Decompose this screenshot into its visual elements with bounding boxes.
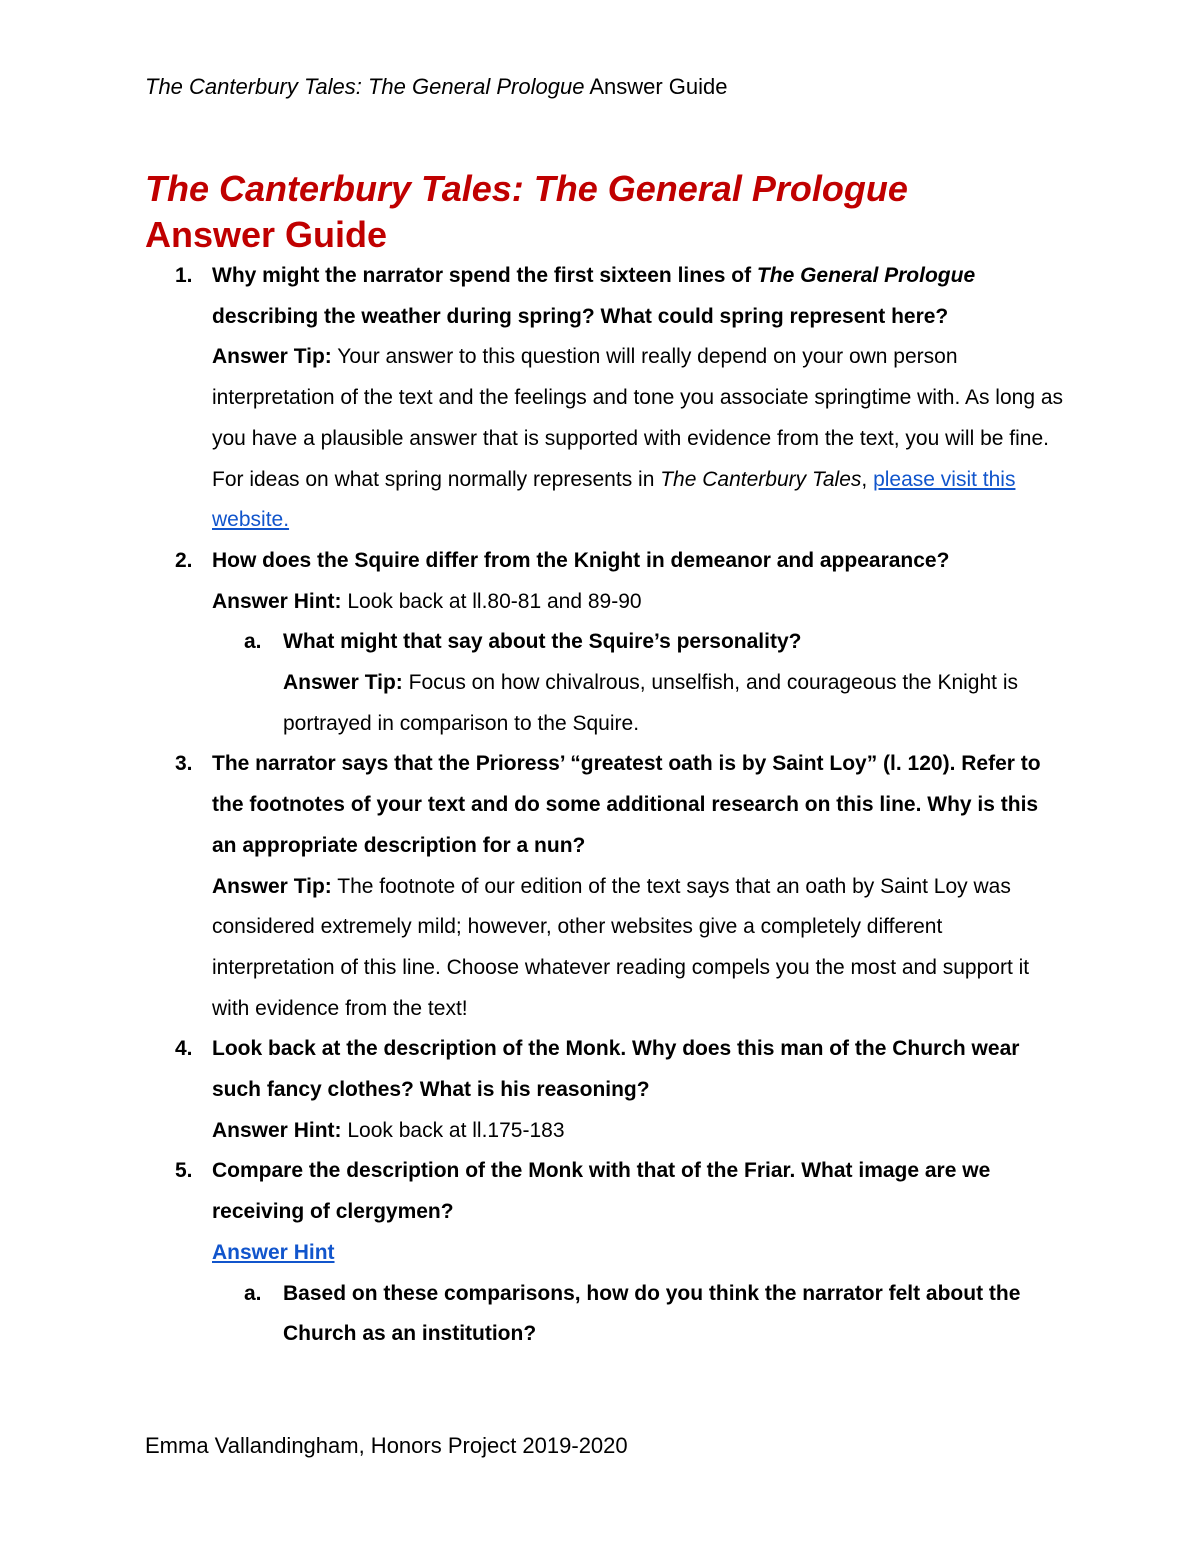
answer-tip-text: , [861,467,874,491]
answer-tip-label: Answer Tip: [212,874,332,898]
sub-question-letter: a. [244,630,262,654]
answer-tip [212,867,1065,1030]
question-text: Compare the description of the Monk with that of the Friar. What image are we receiving of clergymen? [212,1159,991,1224]
answer-tip-text: The footnote of our edition of the text says that an oath by Saint Loy was considered extremely mild; however, other websites give a completely different interpretation of this line. Choose whatever reading compels you the most and support it with evidence from the text! [212,874,1030,1020]
website-link[interactable]: please visit this website. [212,467,1016,532]
header-title-rest: Answer Guide [584,74,728,99]
header-title-italic: The Canterbury Tales: The General Prologue [145,74,585,99]
question-text: Look back at the description of the Monk. Why does this man of the Church wear such fancy clothes? What is his reasoning? [212,1037,1020,1102]
sub-question-2a [212,622,1065,744]
question-2 [145,541,1065,745]
answer-tip [212,337,1065,541]
title-line-1: The Canterbury Tales: The General Prologue [145,168,908,209]
answer-hint-link[interactable]: Answer Hint [212,1240,335,1264]
answer-tip-label: Answer Tip: [212,345,332,369]
answer-tip-text: Focus on how chivalrous, unselfish, and courageous the Knight is portrayed in comparison to the Squire. [283,671,1018,735]
question-4 [145,1029,1065,1151]
title-line-2: Answer Guide [145,214,388,255]
page-header [145,72,728,102]
answer-hint-text: Look back at ll.175-183 [341,1118,565,1142]
sub-question-text: Based on these comparisons, how do you think the narrator felt about the Church as an institution? [283,1281,1021,1346]
answer-tip-italic: The Canterbury Tales [660,467,862,491]
question-number: 3. [175,752,193,776]
answer-tip-label: Answer Tip: [283,671,403,695]
document-title [145,166,1085,258]
answer-hint [212,1111,1065,1152]
question-number: 2. [175,548,193,572]
question-text: The narrator says that the Prioress’ “greatest oath is by Saint Loy” (l. 120). Refer to the footnotes of your text and do some additional research on this line. Why is this an appropriate description for a nun? [212,752,1041,857]
sub-question-letter: a. [244,1281,262,1305]
answer-hint-label: Answer Hint: [212,1118,342,1142]
question-list [145,256,1065,1355]
question-3 [145,744,1065,1029]
answer-hint-label: Answer Hint: [212,589,342,613]
answer-hint-text: Look back at ll.80-81 and 89-90 [341,589,642,613]
answer-tip-text: Your answer to this question will really depend on your own person interpretation of the text and the feelings and tone you associate springtime with. As long as you have a plausible answer that is supported with evidence from the text, you will be fine. For ideas on what spring normally represents in [212,345,1064,491]
question-text [212,256,1065,337]
question-number: 1. [175,264,193,287]
question-text-part: describing the weather during spring? What could spring represent here? [212,304,949,328]
answer-hint [212,582,1065,623]
question-1 [145,256,1065,541]
question-number: 4. [175,1037,193,1061]
page-footer: Emma Vallandingham, Honors Project 2019-2020 [145,1433,628,1458]
question-number: 5. [175,1159,193,1183]
sub-question-5a [212,1274,1065,1355]
question-5 [145,1151,1065,1355]
question-text: How does the Squire differ from the Knight in demeanor and appearance? [212,548,950,572]
question-text-italic: The General Prologue [756,264,976,287]
question-text-part: Why might the narrator spend the first sixteen lines of [212,264,757,287]
sub-question-text: What might that say about the Squire’s personality? [283,630,802,654]
answer-tip [283,663,1065,744]
answer-hint [212,1233,1065,1274]
